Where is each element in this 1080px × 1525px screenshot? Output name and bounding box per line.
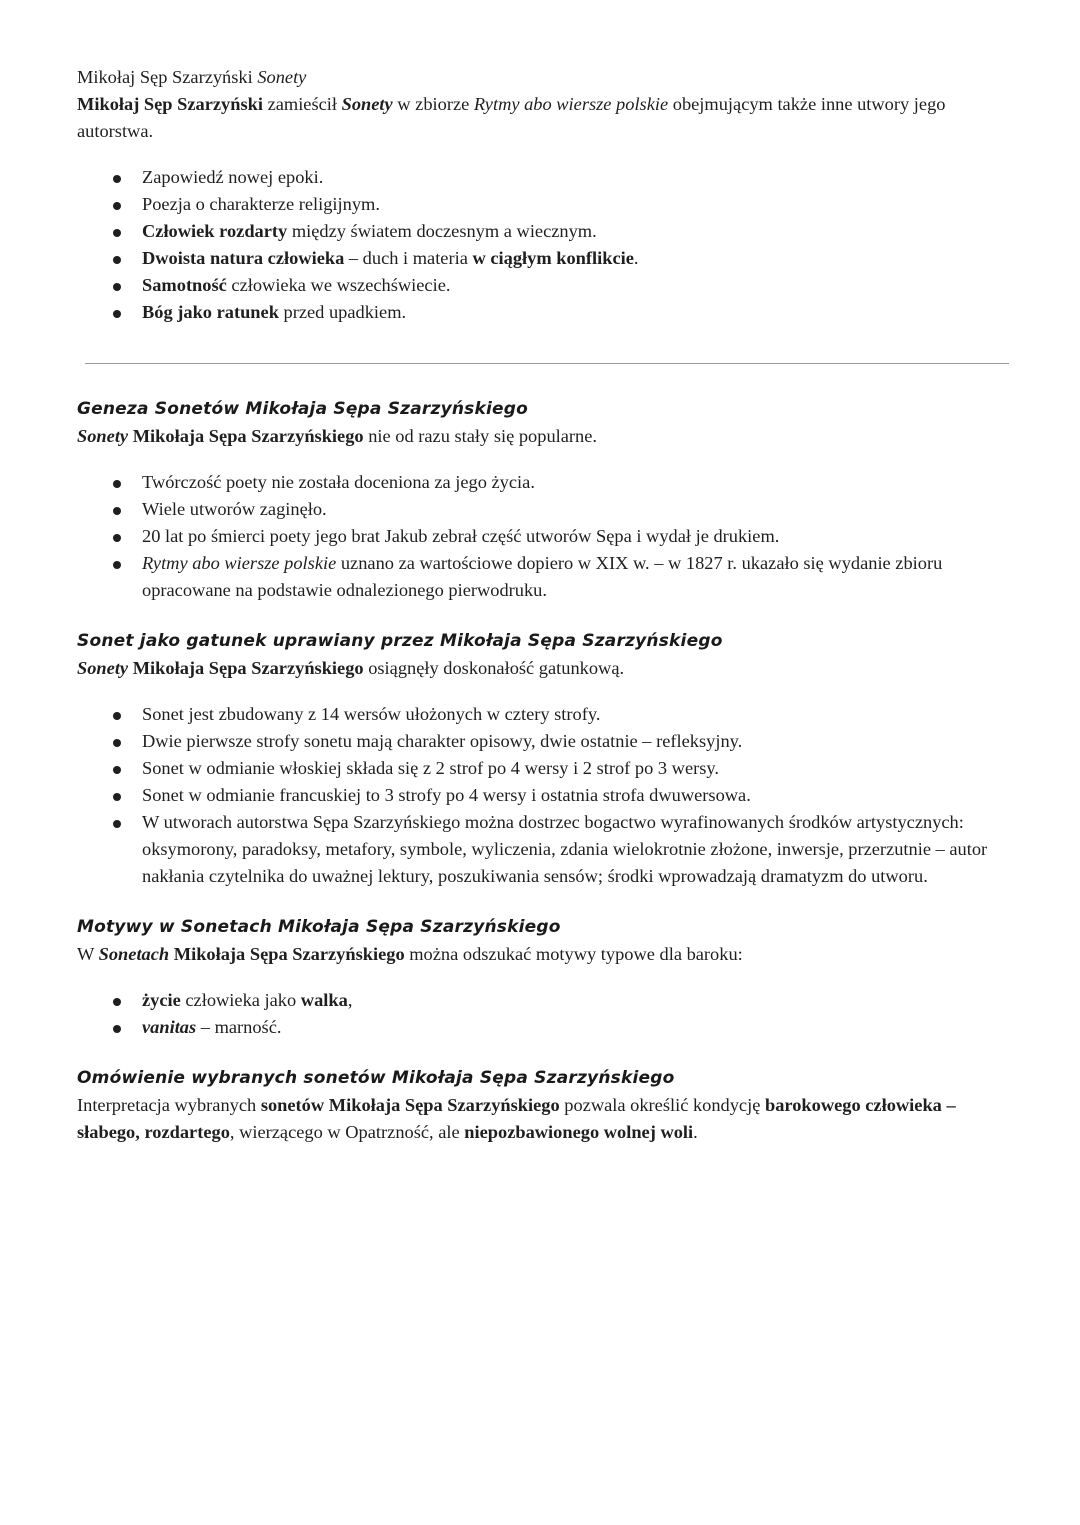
bullet-icon [113,202,121,210]
list-item: Sonet w odmianie włoskiej składa się z 2 strof po 4 wersy i 2 strof po 3 wersy. [142,755,1017,782]
bullet-icon [113,507,121,515]
bullet-icon [113,712,121,720]
bullet-icon [113,534,121,542]
list-item: Samotność człowieka we wszechświecie. [142,272,1017,299]
bullet-icon [113,793,121,801]
document-title [77,64,1017,91]
list-item: Sonet w odmianie francuskiej to 3 strofy po 4 wersy i ostatnia strofa dwuwersowa. [142,782,1017,809]
list-item: Bóg jako ratunek przed upadkiem. [142,299,1017,326]
bullet-icon [113,283,121,291]
bullet-icon [113,561,121,569]
title-work: Sonety [257,67,307,87]
list-item: 20 lat po śmierci poety jego brat Jakub zebrał część utworów Sępa i wydał je drukiem. [142,523,1017,550]
motifs-section [77,914,1017,1041]
list-item: Wiele utworów zaginęło. [142,496,1017,523]
list-item: Dwie pierwsze strofy sonetu mają charakter opisowy, dwie ostatnie – refleksyjny. [142,728,1017,755]
bullet-icon [113,310,121,318]
list-item: życie człowieka jako walka, [142,987,1017,1014]
intro-paragraph: Mikołaj Sęp Szarzyński zamieścił Sonety w zbiorze Rytmy abo wiersze polskie obejmującym także inne utwory jego autorstwa. [77,94,946,141]
genre-list [77,701,1017,890]
genesis-list [77,469,1017,604]
motifs-list [77,987,1017,1041]
list-item: Sonet jest zbudowany z 14 wersów ułożonych w cztery strofy. [142,701,1017,728]
bullet-icon [113,1025,121,1033]
section-heading: Sonet jako gatunek uprawiany przez Mikołaja Sępa Szarzyńskiego [77,631,723,651]
section-heading: Omówienie wybranych sonetów Mikołaja Sępa Szarzyńskiego [77,1068,675,1088]
section-paragraph: W Sonetach Mikołaja Sępa Szarzyńskiego można odszukać motywy typowe dla baroku: [77,944,743,964]
title-author: Mikołaj Sęp Szarzyński [77,67,253,87]
intro-section [77,64,1017,326]
document-page [77,64,1017,1146]
list-item: Dwoista natura człowieka – duch i materia w ciągłym konflikcie. [142,245,1017,272]
genre-section [77,628,1017,890]
section-heading: Geneza Sonetów Mikołaja Sępa Szarzyńskiego [77,399,529,419]
section-paragraph: Interpretacja wybranych sonetów Mikołaja Sępa Szarzyńskiego pozwala określić kondycję barokowego człowieka – słabego, rozdartego, wierzącego w Opatrzność, ale niepozbawionego wolnej woli. [77,1095,956,1142]
horizontal-divider [85,363,1009,364]
bullet-icon [113,480,121,488]
bullet-icon [113,766,121,774]
genesis-section [77,396,1017,604]
bullet-icon [113,739,121,747]
bullet-icon [113,998,121,1006]
list-item: Rytmy abo wiersze polskie uznano za wartościowe dopiero w XIX w. – w 1827 r. ukazało się wydanie zbioru opracowane na podstawie odnalezionego pierwodruku. [142,550,1017,604]
list-item: vanitas – marność. [142,1014,1017,1041]
section-paragraph: Sonety Mikołaja Sępa Szarzyńskiego nie od razu stały się popularne. [77,426,597,446]
bullet-icon [113,256,121,264]
section-heading: Motywy w Sonetach Mikołaja Sępa Szarzyńskiego [77,917,561,937]
list-item: Zapowiedź nowej epoki. [142,164,1017,191]
bullet-icon [113,175,121,183]
section-paragraph: Sonety Mikołaja Sępa Szarzyńskiego osiągnęły doskonałość gatunkową. [77,658,625,678]
list-item: Twórczość poety nie została doceniona za jego życia. [142,469,1017,496]
bullet-icon [113,820,121,828]
bullet-icon [113,229,121,237]
list-item: Człowiek rozdarty między światem doczesnym a wiecznym. [142,218,1017,245]
intro-list [77,164,1017,326]
list-item: W utworach autorstwa Sępa Szarzyńskiego można dostrzec bogactwo wyrafinowanych środków artystycznych: oksymorony, paradoksy, metafory, symbole, wyliczenia, zdania wielokrotnie złożone, inwersje, przerzutnie – autor nakłania czytelnika do uważnej lektury, poszukiwania sensów; środki wprowadzają dramatyzm do utworu. [142,809,1017,890]
discussion-section [77,1065,1017,1146]
list-item: Poezja o charakterze religijnym. [142,191,1017,218]
